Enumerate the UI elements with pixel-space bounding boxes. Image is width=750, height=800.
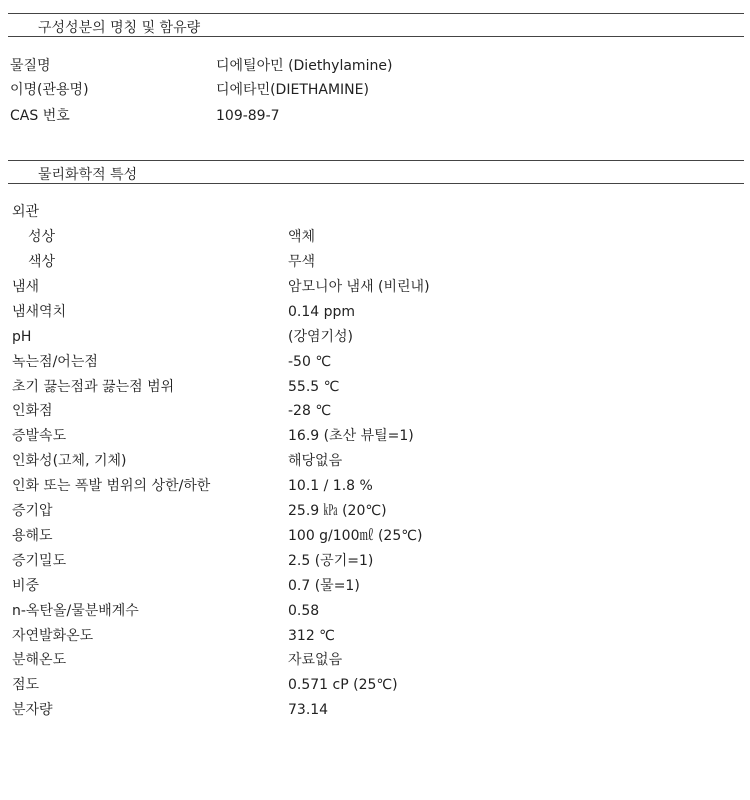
- property-label-molecular-weight: 분자량: [12, 702, 53, 718]
- composition-section-header: [8, 13, 744, 37]
- property-value-molecular-weight: 73.14: [288, 702, 329, 718]
- property-label-viscosity: 점도: [12, 677, 40, 693]
- property-label-partition-coefficient: n-옥탄올/물분배계수: [12, 603, 139, 619]
- substance-name-label: 물질명: [10, 58, 51, 74]
- property-value-vapor-pressure: 25.9 ㎪ (20℃): [288, 503, 387, 519]
- property-label-form: 성상: [28, 229, 56, 245]
- property-value-evaporation-rate: 16.9 (초산 뷰틸=1): [288, 428, 414, 444]
- property-value-flash-point: -28 ℃: [288, 403, 332, 419]
- property-label-solubility: 용해도: [12, 528, 53, 544]
- cas-number-value: 109-89-7: [216, 108, 280, 124]
- property-label-evaporation-rate: 증발속도: [12, 428, 67, 444]
- property-value-viscosity: 0.571 cP (25℃): [288, 677, 398, 693]
- property-value-color: 무색: [288, 254, 316, 270]
- properties-section-title: 물리화학적 특성: [38, 167, 138, 183]
- property-value-boiling-point: 55.5 ℃: [288, 379, 340, 395]
- property-value-melting-point: -50 ℃: [288, 354, 332, 370]
- property-label-flammability: 인화성(고체, 기체): [12, 453, 127, 469]
- substance-name-value: 디에틸아민 (Diethylamine): [216, 58, 393, 74]
- properties-section-header: [8, 160, 744, 184]
- composition-section-title: 구성성분의 명칭 및 함유량: [38, 20, 201, 36]
- property-label-color: 색상: [28, 254, 56, 270]
- property-label-specific-gravity: 비중: [12, 578, 40, 594]
- property-label-melting-point: 녹는점/어는점: [12, 354, 98, 370]
- property-label-odor-threshold: 냄새역치: [12, 304, 67, 320]
- property-value-explosive-limits: 10.1 / 1.8 %: [288, 478, 373, 494]
- property-value-solubility: 100 g/100㎖ (25℃): [288, 528, 423, 544]
- property-label-autoignition-temperature: 자연발화온도: [12, 628, 94, 644]
- property-value-odor: 암모니아 냄새 (비린내): [288, 279, 430, 295]
- synonym-value: 디에타민(DIETHAMINE): [216, 82, 369, 98]
- property-value-form: 액체: [288, 229, 316, 245]
- property-label-vapor-density: 증기밀도: [12, 553, 67, 569]
- property-value-ph: (강염기성): [288, 329, 354, 345]
- property-value-decomposition-temperature: 자료없음: [288, 652, 343, 668]
- property-label-decomposition-temperature: 분해온도: [12, 652, 67, 668]
- synonym-label: 이명(관용명): [10, 82, 89, 98]
- property-value-vapor-density: 2.5 (공기=1): [288, 553, 374, 569]
- appearance-label: 외관: [12, 204, 40, 220]
- property-value-flammability: 해당없음: [288, 453, 343, 469]
- property-label-flash-point: 인화점: [12, 403, 53, 419]
- property-label-boiling-point: 초기 끓는점과 끓는점 범위: [12, 379, 175, 395]
- cas-number-label: CAS 번호: [10, 108, 70, 124]
- property-label-ph: pH: [12, 329, 32, 345]
- property-label-odor: 냄새: [12, 279, 40, 295]
- property-value-partition-coefficient: 0.58: [288, 603, 320, 619]
- property-label-vapor-pressure: 증기압: [12, 503, 53, 519]
- property-label-explosive-limits: 인화 또는 폭발 범위의 상한/하한: [12, 478, 211, 494]
- property-value-specific-gravity: 0.7 (물=1): [288, 578, 360, 594]
- property-value-autoignition-temperature: 312 ℃: [288, 628, 335, 644]
- property-value-odor-threshold: 0.14 ppm: [288, 304, 356, 320]
